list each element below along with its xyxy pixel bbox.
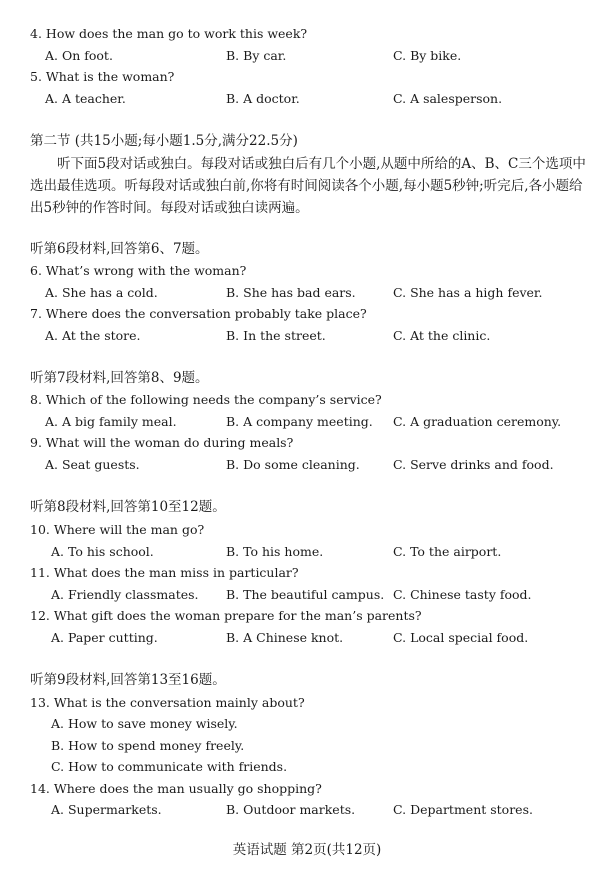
question-7: 7. Where does the conversation probably take place? bbox=[30, 306, 367, 321]
question-13: 13. What is the conversation mainly about? bbox=[30, 695, 305, 710]
option-b: B. Outdoor markets. bbox=[226, 802, 356, 817]
page-footer: 英语试题 第2页(共12页) bbox=[232, 842, 382, 858]
option-b: B. A doctor. bbox=[226, 91, 300, 106]
option-c: C. Local special food. bbox=[393, 630, 529, 645]
group-heading: 听第7段材料,回答第8、9题。 bbox=[30, 370, 209, 386]
option-c: C. At the clinic. bbox=[393, 328, 491, 343]
option-c: C. By bike. bbox=[393, 48, 462, 63]
option-b: B. In the street. bbox=[226, 328, 326, 343]
option-c: C. A salesperson. bbox=[393, 91, 503, 106]
option-c: C. To the airport. bbox=[393, 544, 502, 559]
question-12: 12. What gift does the woman prepare for the man’s parents? bbox=[30, 608, 422, 623]
question-11: 11. What does the man miss in particular? bbox=[30, 565, 299, 580]
question-9: 9. What will the woman do during meals? bbox=[30, 435, 294, 450]
option-c: C. A graduation ceremony. bbox=[393, 414, 562, 429]
option-a: A. Seat guests. bbox=[45, 457, 140, 472]
question-10: 10. Where will the man go? bbox=[30, 522, 205, 537]
option-b: B. Do some cleaning. bbox=[226, 457, 360, 472]
option-a: A. At the store. bbox=[45, 328, 141, 343]
option-c: C. Chinese tasty food. bbox=[393, 587, 532, 602]
question-5: 5. What is the woman? bbox=[30, 69, 175, 84]
option-a: A. How to save money wisely. bbox=[51, 716, 238, 731]
option-c: C. How to communicate with friends. bbox=[51, 759, 288, 774]
section-instructions: 听下面5段对话或独白。每段对话或独白后有几个小题,从题中所给的A、B、C三个选项中选出最佳选项。听每段对话或独白前,你将有时间阅读各个小题,每小题5秒钟;听完后,各小题给出5秒钟的作答时间。每段对话或独白读两遍。 bbox=[30, 156, 586, 216]
question-14: 14. Where does the man usually go shopping? bbox=[30, 781, 322, 796]
option-c: C. She has a high fever. bbox=[393, 285, 543, 300]
option-a: A. A teacher. bbox=[45, 91, 126, 106]
question-4: 4. How does the man go to work this week? bbox=[30, 26, 308, 41]
option-a: A. On foot. bbox=[45, 48, 113, 63]
option-b: B. The beautiful campus. bbox=[226, 587, 385, 602]
option-c: C. Department stores. bbox=[393, 802, 533, 817]
option-a: A. She has a cold. bbox=[45, 285, 158, 300]
option-b: B. How to spend money freely. bbox=[51, 738, 245, 753]
group-heading: 听第6段材料,回答第6、7题。 bbox=[30, 241, 209, 257]
option-b: B. A Chinese knot. bbox=[226, 630, 344, 645]
group-heading: 听第8段材料,回答第10至12题。 bbox=[30, 499, 226, 515]
group-heading: 听第9段材料,回答第13至16题。 bbox=[30, 672, 226, 688]
option-c: C. Serve drinks and food. bbox=[393, 457, 554, 472]
section-title: 第二节 (共15小题;每小题1.5分,满分22.5分) bbox=[30, 133, 298, 149]
option-b: B. To his home. bbox=[226, 544, 324, 559]
option-b: B. By car. bbox=[226, 48, 287, 63]
option-b: B. A company meeting. bbox=[226, 414, 373, 429]
question-6: 6. What’s wrong with the woman? bbox=[30, 263, 247, 278]
option-b: B. She has bad ears. bbox=[226, 285, 356, 300]
option-a: A. Friendly classmates. bbox=[51, 587, 199, 602]
option-a: A. Supermarkets. bbox=[51, 802, 162, 817]
option-a: A. A big family meal. bbox=[45, 414, 177, 429]
option-a: A. To his school. bbox=[51, 544, 154, 559]
option-a: A. Paper cutting. bbox=[51, 630, 158, 645]
question-8: 8. Which of the following needs the company’s service? bbox=[30, 392, 382, 407]
